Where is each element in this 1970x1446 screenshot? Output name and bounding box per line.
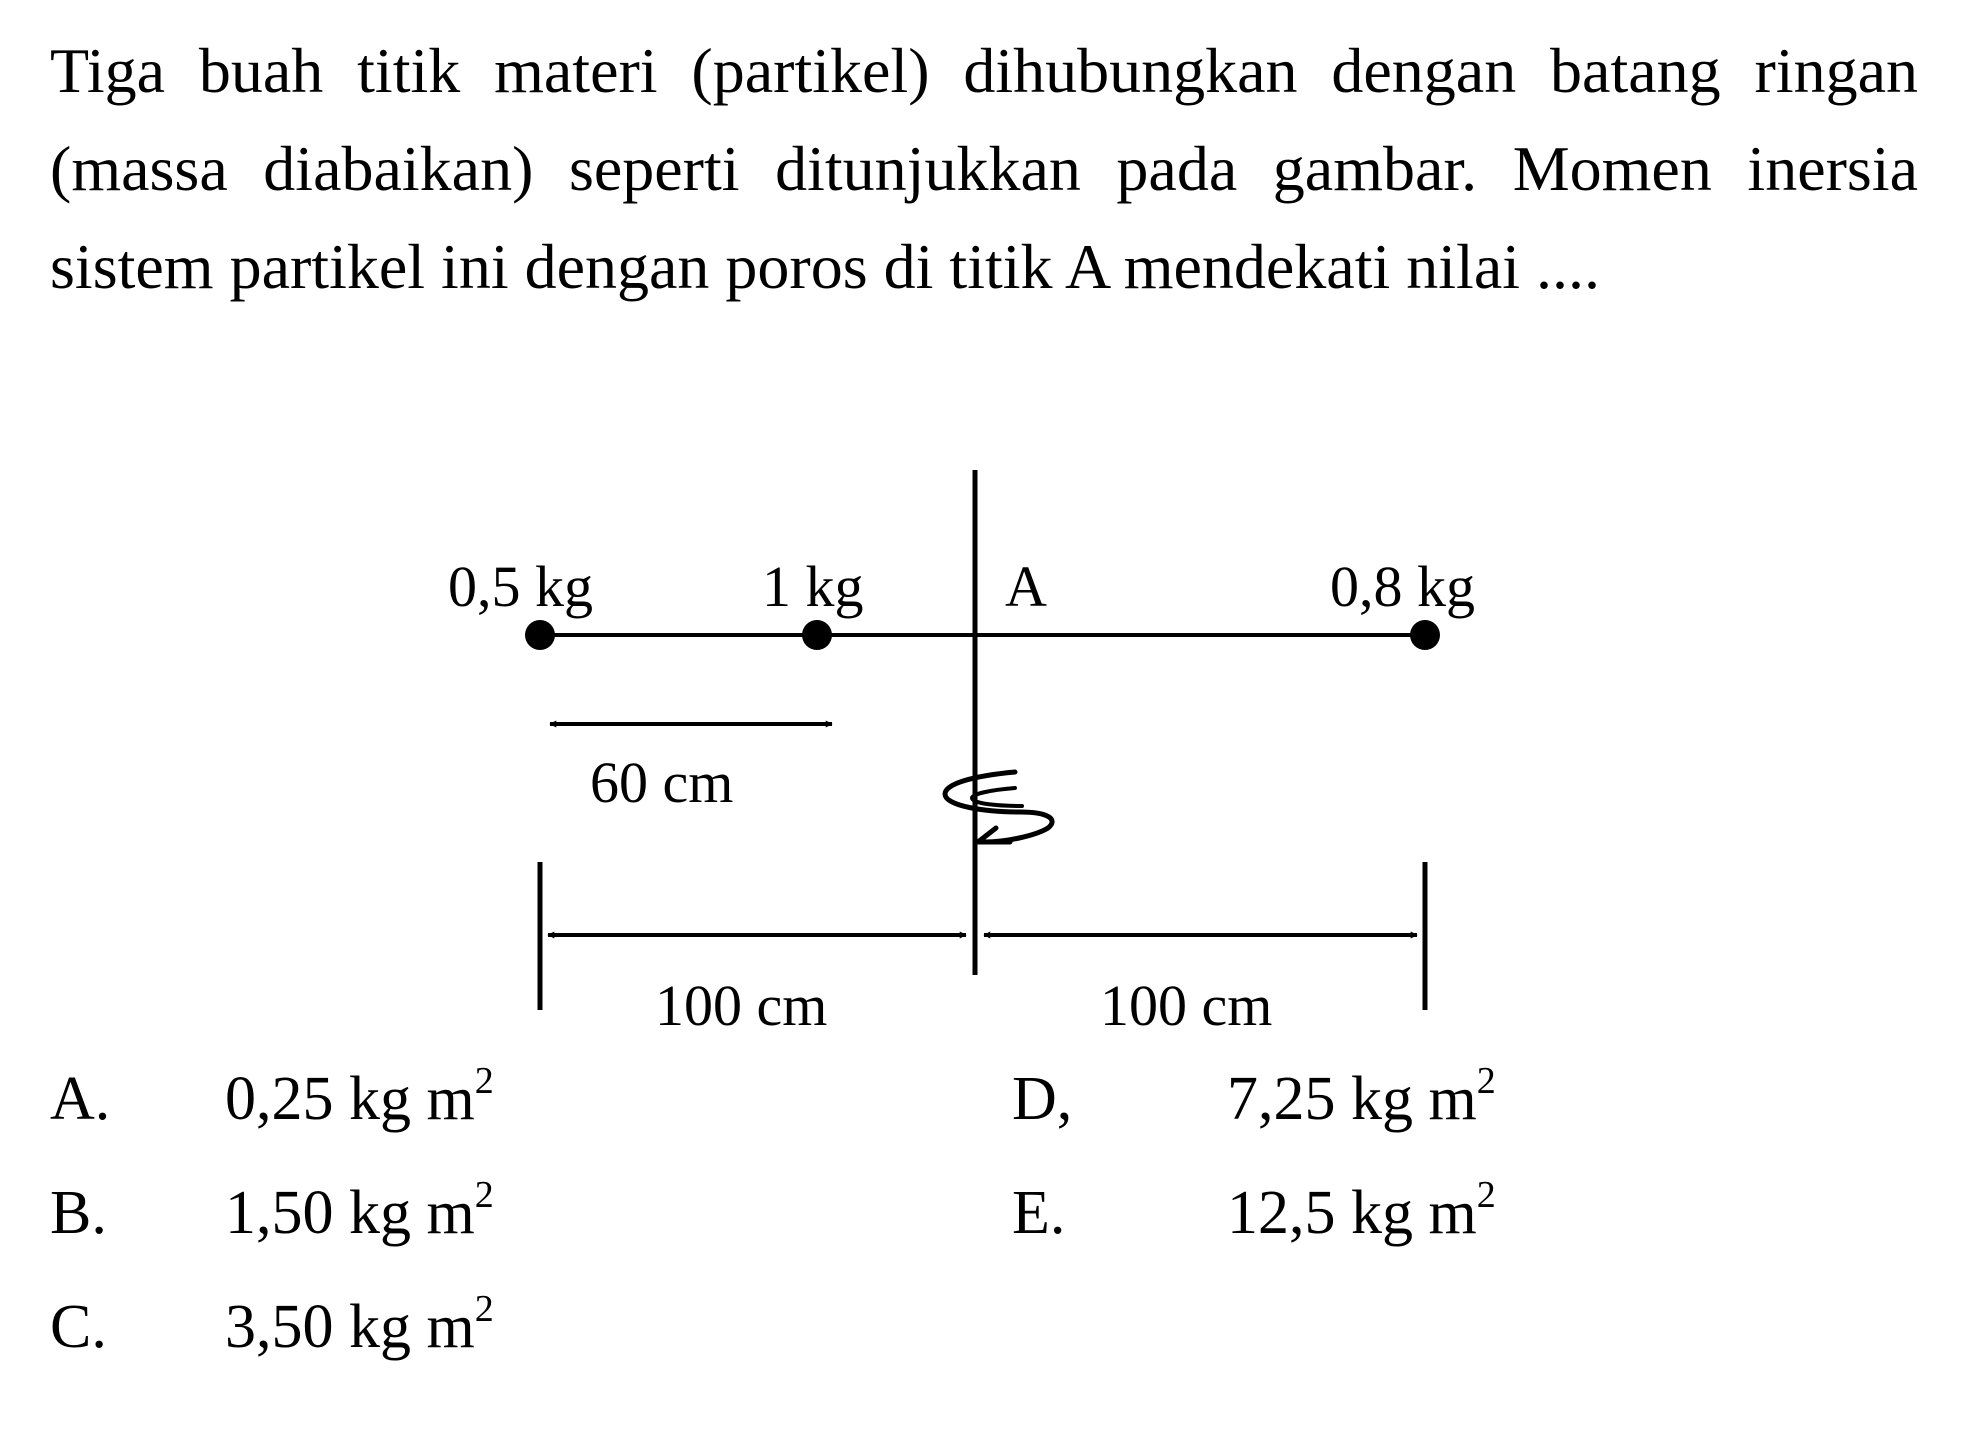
option-value: 1,50 kg m xyxy=(225,1179,475,1247)
option-letter: B. xyxy=(50,1179,107,1247)
option-b[interactable] xyxy=(50,1174,494,1248)
mass-label-0-8kg: 0,8 kg xyxy=(1330,554,1475,619)
option-value: 12,5 kg m xyxy=(1227,1179,1477,1247)
mass-point-0-5kg xyxy=(525,620,555,650)
option-c[interactable] xyxy=(50,1288,494,1362)
distance-label-left-100cm: 100 cm xyxy=(655,973,828,1038)
option-exponent: 2 xyxy=(474,1060,494,1102)
option-letter: E. xyxy=(1012,1179,1066,1247)
option-letter: D, xyxy=(1012,1065,1073,1133)
option-exponent: 2 xyxy=(1476,1060,1496,1102)
mass-point-1kg xyxy=(802,620,832,650)
mass-point-0-8kg xyxy=(1410,620,1440,650)
option-value: 3,50 kg m xyxy=(225,1293,475,1361)
distance-label-right-100cm: 100 cm xyxy=(1100,973,1273,1038)
option-e[interactable] xyxy=(1012,1174,1496,1248)
option-d[interactable] xyxy=(1012,1060,1496,1134)
option-exponent: 2 xyxy=(1476,1174,1496,1216)
mass-label-1kg: 1 kg xyxy=(762,554,864,619)
option-value: 7,25 kg m xyxy=(1227,1065,1477,1133)
rotation-arrow-inner-icon xyxy=(972,788,1022,806)
option-exponent: 2 xyxy=(474,1174,494,1216)
axis-label-a: A xyxy=(1005,554,1047,619)
option-exponent: 2 xyxy=(474,1288,494,1330)
question-text: Tiga buah titik materi (partikel) dihubungkan dengan batang ringan (massa diabaikan) seperti ditunjukkan pada gambar. Momen inersia sistem partikel ini dengan poros di titik A mendekati nilai .... xyxy=(50,35,1918,302)
distance-label-60cm: 60 cm xyxy=(590,750,734,815)
option-letter: C. xyxy=(50,1293,107,1361)
option-a[interactable] xyxy=(50,1060,494,1134)
mass-label-0-5kg: 0,5 kg xyxy=(448,554,593,619)
option-value: 0,25 kg m xyxy=(225,1065,475,1133)
option-letter: A. xyxy=(50,1065,111,1133)
